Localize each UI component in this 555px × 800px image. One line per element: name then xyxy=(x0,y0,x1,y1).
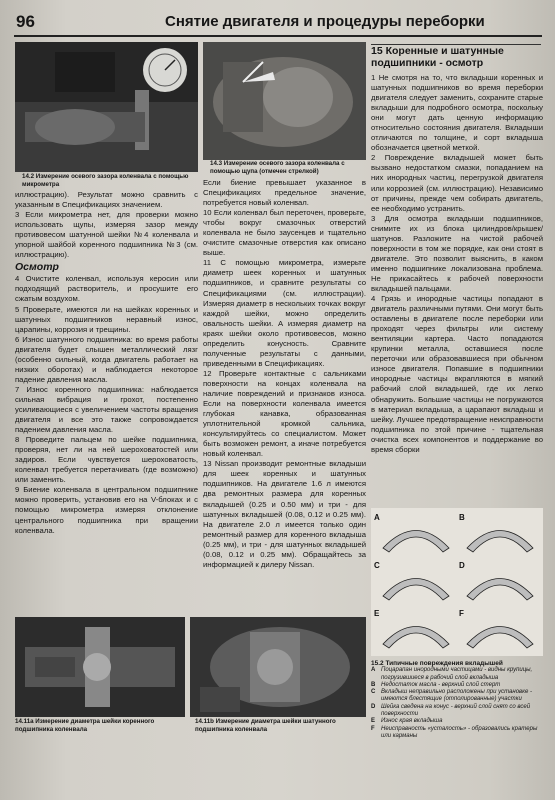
legend-key: C xyxy=(371,689,376,696)
caption-14-11a: 14.11а Измерение диаметра шейки коренного подшипника коленвала xyxy=(15,718,155,733)
diagram-label-a: A xyxy=(374,513,380,522)
text-column-2 xyxy=(203,178,366,570)
legend-item xyxy=(371,682,546,689)
paragraph: Если биение превышает указанное в Спецификациях предельное значение, потребуется новый коленвал. xyxy=(203,178,366,208)
photo-14-11b xyxy=(190,617,366,717)
paragraph: 7 Износ коренного подшипника: наблюдается сильная вибрация и грохот, постепенно усиливающиеся с увеличением частоты вращения двигателя и все это также сопровождается падением давления масла. xyxy=(15,384,198,435)
section-heading: Осмотр xyxy=(15,261,59,274)
paragraph: 13 Nissan производит ремонтные вкладыши для шеек коренных и шатунных подшипников. На двигателе 1.6 л имеются два ремонтных размера для коренных вкладышей (0.25 и 0.50 мм) и три - для шатунных вкладышей (0.08, 0.12 и 0.25 мм). На двигателе 2.0 л имеется только один ремонтный размер для коренного вкладыша (0.25 мм), и три - для шатунных вкладышей (0.08, 0.12 и 0.25 мм). Обращайтесь за информацией к дилеру Nissan. xyxy=(203,459,366,569)
diagram-legend xyxy=(371,660,546,740)
photo-14-2 xyxy=(15,42,198,172)
text-column-1 xyxy=(15,190,198,536)
caption-14-3: 14.3 Измерение осевого зазора коленвала с помощью щупа (отмечен стрелкой) xyxy=(210,160,345,175)
paragraph: 10 Если коленвал был переточен, проверьте, чтобы вокруг смазочных отверстий коленвала не было заусенцев и тщательно очистите смазочные отверстия как описано выше. xyxy=(203,208,366,258)
diagram-label-f: F xyxy=(459,609,464,618)
paragraph: 11 С помощью микрометра, измерьте диаметр шеек коренных и шатунных подшипников, и сравните результаты со Спецификациями (см. иллюстрации). Измеряя диаметр в нескольких точках вокруг каждой шейки, можно определить овальность шейки. А измеряя диаметр на краях шейки около противовесов, можно определить конусность. Сравните полученные результаты с данными, приведенными в Спецификациях. xyxy=(203,258,366,368)
page-header-title: Снятие двигателя и процедуры переборки xyxy=(165,13,485,30)
bearing-damage-diagram xyxy=(371,508,543,656)
legend-title: 15.2 Типичные повреждения вкладышей xyxy=(371,660,503,667)
paragraph: 4 Очистите коленвал, используя керосин или подходящий растворитель, и просушите его сжатым воздухом. xyxy=(15,274,198,304)
paragraph: 6 Износ шатунного подшипника: во время работы двигателя будет слышен металлический лязг (особенно сильный, когда двигатель работает на низких оборотах) и наблюдается некоторое падение давления масла. xyxy=(15,334,198,384)
paragraph: 9 Биение коленвала в центральном подшипнике можно проверить, установив его на V-блоках и с помощью микрометра измеряя отклонение центрального подшипника при вращении коленвала. xyxy=(15,485,198,535)
legend-item xyxy=(371,667,546,682)
legend-item xyxy=(371,726,546,741)
legend-text: Недостаток масла - верхний слой стерт xyxy=(381,681,501,688)
paragraph: 3 Если микрометра нет, для проверки можно использовать щупы, измеряя зазор между противовесом шатунной шейки №4 коленвала и упорной шайбой коренного подшипника №3 (см. иллюстрацию). xyxy=(15,210,198,260)
diagram-label-e: E xyxy=(374,609,380,618)
paragraph: 2 Повреждение вкладышей может быть вызвано недостатком смазки, попаданием на них инородных частиц, перегрузкой двигателя или коррозией (см. иллюстрацию). Независимо от причины, прежде чем собирать двигатель, ее необходимо устранить. xyxy=(371,153,543,213)
section-title: 15 Коренные и шатунные подшипники - осмотр xyxy=(371,45,504,69)
page-number: 96 xyxy=(16,12,35,31)
diagram-label-b: B xyxy=(459,513,465,522)
diagram-label-d: D xyxy=(459,561,465,570)
paragraph: 8 Проведите пальцем по шейке подшипника, проверяя, нет ли на ней шероховатостей или задиров. Если чувствуется шероховатость, коленвал требуется перетачивать (где возможно) или заменить. xyxy=(15,435,198,485)
legend-key: B xyxy=(371,681,376,688)
legend-key: A xyxy=(371,667,376,674)
legend-text: Вкладыш неправильно расположены при установке - имеются блестящие (отполированные) участки xyxy=(381,689,532,703)
photo-14-11a xyxy=(15,617,185,717)
legend-item xyxy=(371,689,546,704)
paragraph: 5 Проверьте, имеются ли на шейках коренных и шатунных подшипников неравный износ, царапины, коррозия и трещины. xyxy=(15,304,198,334)
caption-14-11b: 14.11b Измерение диаметра шейки шатунного подшипника коленвала xyxy=(195,718,336,733)
legend-item xyxy=(371,718,546,725)
legend-key: F xyxy=(371,725,375,732)
legend-text: Износ края вкладыша xyxy=(381,718,443,725)
legend-text: Неисправность «усталость» - образовались кратеры или карманы xyxy=(381,725,538,739)
diagram-label-c: C xyxy=(374,561,380,570)
paragraph: 1 Не смотря на то, что вкладыши коренных и шатунных подшипников во время переборки двигателя следует заменить, сохраните старые вкладыши для подробного осмотра, поскольку они могут дать ценную информацию относительно состояния двигателя. Вкладыши отличаются по толщине, и сорт вкладыша обозначается цветной меткой. xyxy=(371,73,543,153)
paragraph: 4 Грязь и инородные частицы попадают в двигатель различными путями. Они могут быть оставлены в двигателе после переборки или проходят через фильтры или систему вентиляции картера. Часто попадаются крупинки металла, оставшиеся после переточки или образовавшиеся при обычном износе двигателя. Попавшие в подшипники инородные частицы вкрапляются в мягкий рабочий слой вкладышей, где их легко обнаружить. Большие частицы не погружаются в материал вкладыша, а царапают вкладыш и шейку. Лучшее предотвращение неисправности подшипника по этой причине - тщательная очистка всех компонентов и поддержание во время сборки xyxy=(371,294,543,454)
paragraph: 3 Для осмотра вкладыши подшипников, снимите их из блока цилиндров/крышек/шатунов. Разложите на чистой рабочей поверхности в том же порядке, как они стоят в двигателе. Это позволит выяснить, в каком именно подшипнике локализована проблема. Не прикасайтесь к рабочей поверхности вкладышей пальцами. xyxy=(371,213,543,293)
text-column-3 xyxy=(371,73,543,455)
photo-14-3 xyxy=(203,42,366,160)
legend-key: E xyxy=(371,718,376,725)
legend-key: D xyxy=(371,703,376,710)
paragraph: иллюстрацию). Результат можно сравнить с указанным в Спецификациях значением. xyxy=(15,190,198,210)
legend-item xyxy=(371,704,546,719)
header-rule xyxy=(14,35,542,37)
legend-text: Шейка сведена на конус - верхний слой снят со всей поверхности xyxy=(381,703,531,718)
caption-14-2: 14.2 Измерение осевого зазора коленвала с помощью микрометра xyxy=(22,173,189,188)
legend-text: Поцарапан инородными частицами - видны крупицы, погрузившиеся в рабочий слой вкладыша xyxy=(381,667,533,681)
paragraph: 12 Проверьте контактные с сальниками поверхности на концах коленвала на наличие повреждений и признаков износа. Если на поверхности коленвала имеется глубокая канавка, образованная уплотнительной кромкой сальника, консультируйтесь со специалистом. Может быть возможен ремонт, а иначе потребуется новый коленвал. xyxy=(203,368,366,459)
